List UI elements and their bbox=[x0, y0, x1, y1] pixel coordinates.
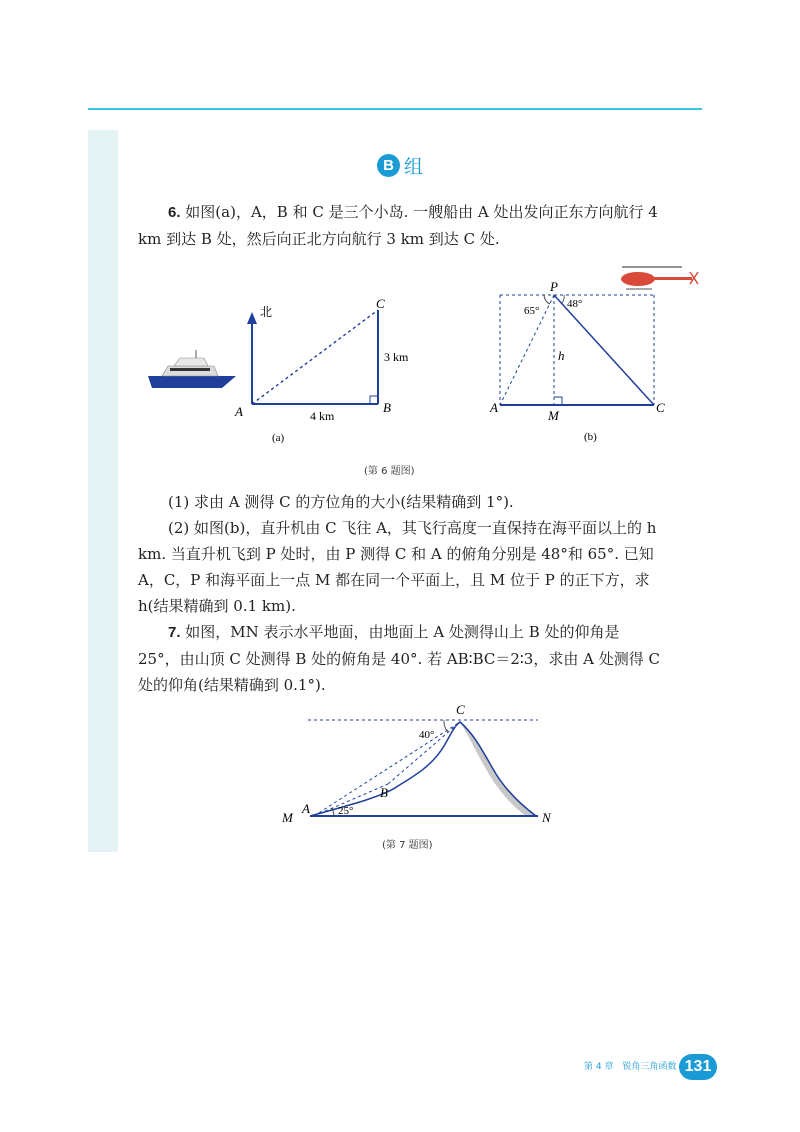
point-label-N-7: N bbox=[542, 810, 551, 825]
distance-AB: 4 km bbox=[310, 409, 335, 423]
question-6-part-1: (1) 求由 A 测得 C 的方位角的大小(结果精确到 1°). bbox=[168, 493, 514, 511]
question-7-number: 7. bbox=[168, 624, 181, 641]
point-label-A-b: A bbox=[490, 400, 498, 415]
group-badge: B bbox=[377, 154, 400, 177]
sight-line-PC bbox=[554, 295, 654, 405]
question-6-text: 如图(a)，A，B 和 C 是三个小岛. 一艘船由 A 处出发向正东方向航行 4 km 到达 B 处，然后向正北方向航行 3 km 到达 C 处. bbox=[138, 203, 658, 248]
question-6-part-2: (2) 如图(b)，直升机由 C 飞往 A，其飞行高度一直保持在海平面以上的 h km. 当直升机飞到 P 处时，由 P 测得 C 和 A 的俯角分别是 48°和 65°. 已知 A，C，P 和海平面上一点 M 都在同一个平面上，且 M 位于 P 的正下方，求 h(结果精确到 0.1 km). bbox=[138, 519, 657, 615]
point-label-P: P bbox=[550, 279, 558, 294]
angle-label-65: 65° bbox=[524, 305, 540, 317]
segment-AC bbox=[252, 310, 378, 404]
sight-line-AC bbox=[314, 722, 460, 816]
helicopter-icon bbox=[621, 267, 698, 289]
north-label: 北 bbox=[260, 305, 273, 319]
angle-label-48: 48° bbox=[567, 298, 583, 310]
point-label-C-7: C bbox=[456, 702, 465, 717]
point-label-M: M bbox=[548, 408, 559, 423]
figure-7 bbox=[274, 696, 564, 830]
question-6 bbox=[138, 199, 664, 252]
page-number: 131 bbox=[679, 1054, 717, 1080]
angle-arc-left bbox=[544, 295, 550, 304]
figure-6-caption: (第 6 题图) bbox=[364, 466, 415, 477]
angle-arc-right bbox=[562, 295, 564, 303]
point-label-A: A bbox=[235, 404, 243, 419]
distance-BC: 3 km bbox=[384, 350, 409, 364]
point-label-C-b: C bbox=[656, 400, 665, 415]
right-angle-mark bbox=[370, 396, 378, 404]
header-rule bbox=[88, 108, 702, 110]
footer-chapter: 第 4 章 锐角三角函数 bbox=[584, 1062, 677, 1072]
subfigure-a-label: (a) bbox=[272, 432, 285, 444]
figure-6a bbox=[140, 288, 410, 450]
point-label-B-7: B bbox=[380, 785, 388, 800]
angle-label-25: 25° bbox=[338, 805, 354, 817]
north-arrowhead bbox=[247, 312, 257, 324]
point-label-M-7: M bbox=[282, 810, 293, 825]
point-label-B: B bbox=[383, 400, 391, 415]
angle-label-40: 40° bbox=[419, 729, 435, 741]
side-margin-bar bbox=[88, 130, 118, 852]
point-label-A-7: A bbox=[302, 801, 310, 816]
right-angle-mark-M bbox=[554, 397, 562, 405]
subfigure-b-label: (b) bbox=[584, 431, 597, 443]
question-6-number: 6. bbox=[168, 204, 181, 221]
group-label: 组 bbox=[403, 156, 423, 178]
figure-6b bbox=[470, 258, 710, 450]
ship-icon bbox=[148, 350, 236, 388]
mountain-shadow bbox=[460, 722, 536, 816]
height-label-h: h bbox=[558, 348, 565, 363]
point-label-C: C bbox=[376, 296, 385, 311]
figure-7-caption: (第 7 题图) bbox=[382, 840, 433, 851]
question-7-text: 如图，MN 表示水平地面，由地面上 A 处测得山上 B 处的仰角是 25°，由山顶 C 处测得 B 处的俯角是 40°. 若 AB∶BC＝2∶3，求由 A 处测得 C 处的仰角(结果精确到 0.1°). bbox=[138, 623, 660, 694]
question-7 bbox=[138, 619, 664, 698]
group-heading bbox=[0, 152, 800, 179]
